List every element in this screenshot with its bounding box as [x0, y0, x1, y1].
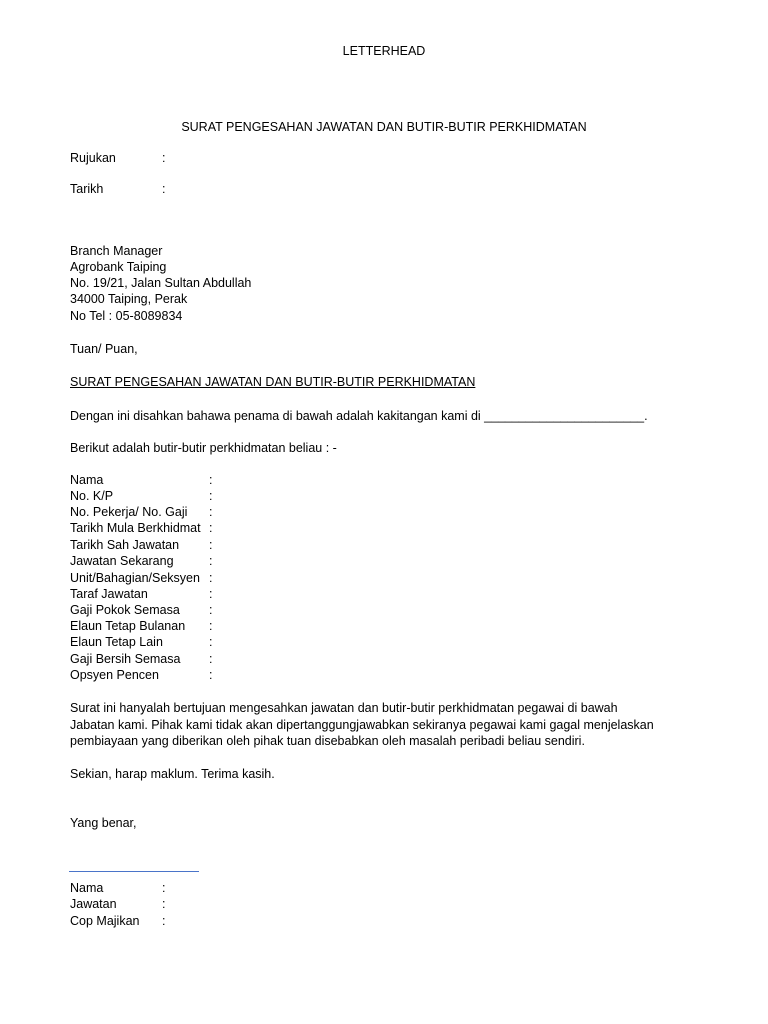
- signature-label: Cop Majikan: [70, 914, 140, 928]
- detail-colon: :: [209, 635, 213, 649]
- confirmation-sentence: Dengan ini disahkan bahawa penama di bawah adalah kakitangan kami di _______________________.: [70, 409, 648, 423]
- detail-label: Tarikh Mula Berkhidmat: [70, 521, 201, 535]
- detail-label: Elaun Tetap Bulanan: [70, 619, 186, 633]
- detail-label: Taraf Jawatan: [70, 587, 148, 601]
- details-intro: Berikut adalah butir-butir perkhidmatan beliau : -: [70, 441, 337, 455]
- detail-colon: :: [209, 521, 213, 535]
- detail-colon: :: [209, 587, 213, 601]
- detail-label: Nama: [70, 473, 104, 487]
- paragraph-line: Jabatan kami. Pihak kami tidak akan dipertanggungjawabkan sekiranya pegawai kami gagal menjelaskan: [70, 718, 654, 732]
- detail-label: Elaun Tetap Lain: [70, 635, 163, 649]
- letterhead: LETTERHEAD: [342, 44, 426, 58]
- recipient-line: Agrobank Taiping: [70, 260, 167, 274]
- detail-label: Tarikh Sah Jawatan: [70, 538, 180, 552]
- signature-label: Jawatan: [70, 897, 117, 911]
- tarikh-colon: :: [162, 182, 166, 196]
- signature-colon: :: [162, 897, 166, 911]
- detail-colon: :: [209, 652, 213, 666]
- detail-colon: :: [209, 538, 213, 552]
- detail-colon: :: [209, 603, 213, 617]
- paragraph-line: Surat ini hanyalah bertujuan mengesahkan jawatan dan butir-butir perkhidmatan pegawai di bawah: [70, 701, 618, 715]
- detail-label: Jawatan Sekarang: [70, 554, 174, 568]
- tarikh-label: Tarikh: [70, 182, 104, 196]
- recipient-line: No. 19/21, Jalan Sultan Abdullah: [70, 276, 252, 290]
- closing-line: Sekian, harap maklum. Terima kasih.: [70, 767, 275, 781]
- letter-title: SURAT PENGESAHAN JAWATAN DAN BUTIR-BUTIR PERKHIDMATAN: [181, 120, 587, 134]
- detail-colon: :: [209, 489, 213, 503]
- signature-line: [69, 871, 199, 872]
- detail-colon: :: [209, 505, 213, 519]
- detail-label: Gaji Bersih Semasa: [70, 652, 181, 666]
- detail-colon: :: [209, 619, 213, 633]
- recipient-line: Branch Manager: [70, 244, 163, 258]
- rujukan-colon: :: [162, 151, 166, 165]
- recipient-line: No Tel : 05-8089834: [70, 309, 183, 323]
- rujukan-label: Rujukan: [70, 151, 116, 165]
- detail-label: No. Pekerja/ No. Gaji: [70, 505, 188, 519]
- signature-label: Nama: [70, 881, 104, 895]
- detail-label: No. K/P: [70, 489, 114, 503]
- detail-colon: :: [209, 668, 213, 682]
- sign-off: Yang benar,: [70, 816, 137, 830]
- paragraph-line: pembiayaan yang diberikan oleh pihak tuan disebabkan oleh masalah peribadi beliau sendiri.: [70, 734, 585, 748]
- detail-colon: :: [209, 554, 213, 568]
- recipient-line: 34000 Taiping, Perak: [70, 292, 188, 306]
- subject-heading: SURAT PENGESAHAN JAWATAN DAN BUTIR-BUTIR PERKHIDMATAN: [70, 375, 476, 389]
- detail-label: Gaji Pokok Semasa: [70, 603, 180, 617]
- signature-colon: :: [162, 881, 166, 895]
- detail-colon: :: [209, 571, 213, 585]
- salutation: Tuan/ Puan,: [70, 342, 138, 356]
- detail-label: Opsyen Pencen: [70, 668, 159, 682]
- detail-label: Unit/Bahagian/Seksyen: [70, 571, 200, 585]
- detail-colon: :: [209, 473, 213, 487]
- signature-colon: :: [162, 914, 166, 928]
